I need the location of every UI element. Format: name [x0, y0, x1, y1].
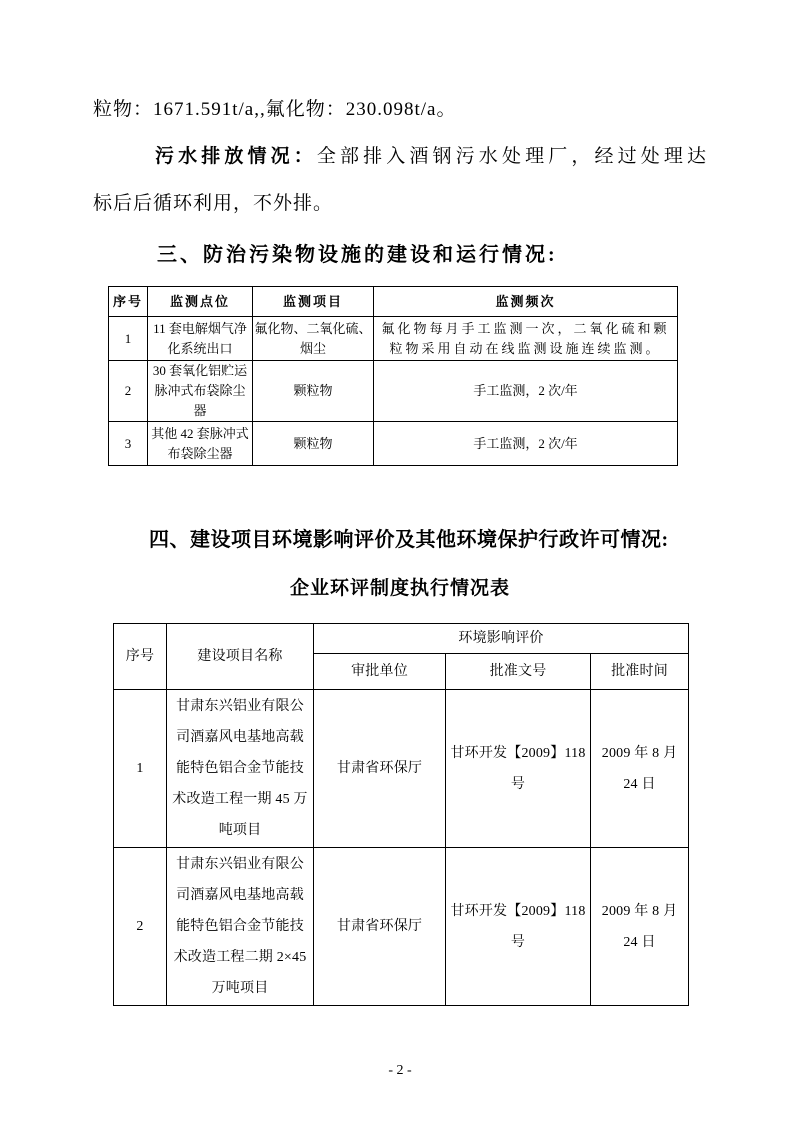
eia-table-header-row-1 [114, 624, 689, 654]
monitoring-col-freq: 监测频次 [374, 287, 678, 317]
eia-table-title: 企业环评制度执行情况表 [289, 578, 510, 599]
row-project: 甘肃东兴铝业有限公司酒嘉风电基地高载能特色铝合金节能技术改造工程二期 2×45 万吨项目 [167, 848, 314, 1006]
eia-col-unit: 审批单位 [314, 654, 446, 690]
row-doc: 甘环开发【2009】118号 [446, 690, 591, 848]
row-freq: 氟化物每月手工监测一次，二氧化硫和颗粒物采用自动在线监测设施连续监测。 [374, 317, 678, 361]
row-no: 3 [109, 422, 148, 466]
paragraph-wastewater-line2: 标后后循环利用，不外排。 [93, 193, 334, 214]
row-no: 1 [109, 317, 148, 361]
row-no: 1 [114, 690, 167, 848]
paragraph-particulate-line: 粒物：1671.591t/a,,氟化物：230.098t/a。 [93, 99, 457, 120]
monitoring-col-point: 监测点位 [148, 287, 253, 317]
table-row [109, 422, 678, 466]
section4-heading: 四、建设项目环境影响评价及其他环境保护行政许可情况: [149, 529, 669, 551]
wastewater-label: 污水排放情况： [155, 146, 317, 167]
row-no: 2 [114, 848, 167, 1006]
row-freq: 手工监测，2 次/年 [374, 361, 678, 422]
row-date: 2009 年 8 月 24 日 [591, 848, 689, 1006]
eia-col-group: 环境影响评价 [314, 624, 689, 654]
section3-heading: 三、防治污染物设施的建设和运行情况: [157, 244, 558, 266]
row-unit: 甘肃省环保厅 [314, 848, 446, 1006]
eia-col-project: 建设项目名称 [167, 624, 314, 690]
table-row [114, 848, 689, 1006]
row-date: 2009 年 8 月 24 日 [591, 690, 689, 848]
table-row [114, 690, 689, 848]
row-point: 其他 42 套脉冲式布袋除尘器 [148, 422, 253, 466]
row-point: 30 套氧化铝贮运脉冲式布袋除尘器 [148, 361, 253, 422]
row-no: 2 [109, 361, 148, 422]
monitoring-table-header-row [109, 287, 678, 317]
eia-col-no: 序号 [114, 624, 167, 690]
wastewater-text: 全部排入酒钢污水处理厂，经过处理达 [316, 146, 707, 167]
row-doc: 甘环开发【2009】118号 [446, 848, 591, 1006]
row-point: 11 套电解烟气净化系统出口 [148, 317, 253, 361]
monitoring-col-item: 监测项目 [253, 287, 374, 317]
monitoring-col-no: 序号 [109, 287, 148, 317]
row-unit: 甘肃省环保厅 [314, 690, 446, 848]
paragraph-wastewater-line1 [93, 133, 707, 180]
eia-col-date: 批准时间 [591, 654, 689, 690]
row-item: 颗粒物 [253, 361, 374, 422]
eia-approval-table [113, 623, 689, 1006]
table-row [109, 361, 678, 422]
row-freq: 手工监测，2 次/年 [374, 422, 678, 466]
row-project: 甘肃东兴铝业有限公司酒嘉风电基地高载能特色铝合金节能技术改造工程一期 45 万吨项目 [167, 690, 314, 848]
row-item: 颗粒物 [253, 422, 374, 466]
page-number: - 2 - [388, 1063, 412, 1078]
eia-col-doc: 批准文号 [446, 654, 591, 690]
row-item: 氟化物、二氧化硫、烟尘 [253, 317, 374, 361]
table-row [109, 317, 678, 361]
monitoring-table [108, 286, 678, 466]
